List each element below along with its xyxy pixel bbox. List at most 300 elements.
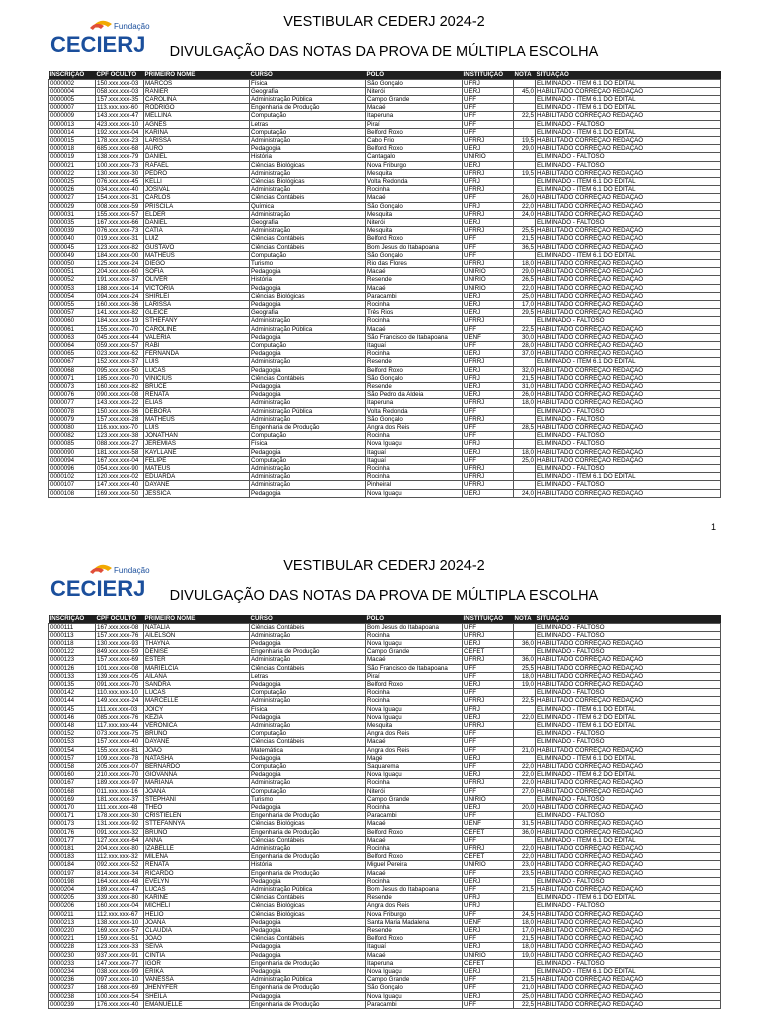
cell-first-name: LUCAS xyxy=(144,689,250,697)
cell-polo: Magé xyxy=(366,754,463,762)
cell-grade xyxy=(514,473,536,481)
cell-status: ELIMINADO - ITEM 6.1 DO EDITAL xyxy=(536,705,721,713)
cell-cpf: 110.xxx.xxx-10 xyxy=(96,689,144,697)
cell-polo: São Francisco de Itabapoana xyxy=(366,664,463,672)
cell-grade: 20,0 xyxy=(514,803,536,811)
cell-status: HABILITADO CORREÇÃO REDAÇÃO xyxy=(536,350,721,358)
cell-status: HABILITADO CORREÇÃO REDAÇÃO xyxy=(536,169,721,177)
cell-course: Administração xyxy=(250,779,366,787)
cell-cpf: 094.xxx.xxx-24 xyxy=(96,292,144,300)
cell-polo: Belford Roxo xyxy=(366,145,463,153)
cell-institution: UFF xyxy=(463,689,514,697)
cell-course: Administração xyxy=(250,844,366,852)
cell-cpf: 100.xxx.xxx-73 xyxy=(96,161,144,169)
cell-status: ELIMINADO - FALTOSO xyxy=(536,730,721,738)
cell-inscricao: 0000045 xyxy=(49,243,96,251)
cell-grade: 29,5 xyxy=(514,309,536,317)
cell-grade: 22,0 xyxy=(514,762,536,770)
cell-cpf: 076.xxx.xxx-45 xyxy=(96,177,144,185)
cell-first-name: MARCOS xyxy=(144,79,250,87)
cell-status: HABILITADO CORREÇÃO REDAÇÃO xyxy=(536,943,721,951)
cell-inscricao: 0000055 xyxy=(49,300,96,308)
cell-status: HABILITADO CORREÇÃO REDAÇÃO xyxy=(536,333,721,341)
cell-course: Pedagogia xyxy=(250,943,366,951)
cell-cpf: 130.xxx.xxx-93 xyxy=(96,639,144,647)
table-row xyxy=(49,145,721,153)
cell-course: Computação xyxy=(250,762,366,770)
cell-cpf: 157.xxx.xxx-40 xyxy=(96,738,144,746)
cell-institution: UFF xyxy=(463,95,514,103)
table-row xyxy=(49,235,721,243)
cell-course: Ciências Contábeis xyxy=(250,664,366,672)
cell-course: Computação xyxy=(250,128,366,136)
cell-course: Administração xyxy=(250,358,366,366)
cell-inscricao: 0000183 xyxy=(49,853,96,861)
cell-first-name: JONATHAN xyxy=(144,432,250,440)
cell-grade xyxy=(514,161,536,169)
cell-status: ELIMINADO - FALTOSO xyxy=(536,465,721,473)
cell-status: HABILITADO CORREÇÃO REDAÇÃO xyxy=(536,383,721,391)
cell-polo: Bom Jesus do Itabapoana xyxy=(366,243,463,251)
cell-first-name: MARIANA xyxy=(144,779,250,787)
cell-polo: Campo Grande xyxy=(366,795,463,803)
cell-grade xyxy=(514,317,536,325)
cell-grade: 31,5 xyxy=(514,820,536,828)
cell-course: História xyxy=(250,861,366,869)
cell-course: Engenharia de Produção xyxy=(250,869,366,877)
cell-grade xyxy=(514,894,536,902)
cell-first-name: ELIAS xyxy=(144,399,250,407)
cell-course: Pedagogia xyxy=(250,489,366,497)
table-row xyxy=(49,95,721,103)
cell-institution: UFF xyxy=(463,787,514,795)
table-row xyxy=(49,697,721,705)
cell-status: HABILITADO CORREÇÃO REDAÇÃO xyxy=(536,284,721,292)
cell-inscricao: 0000061 xyxy=(49,325,96,333)
cell-polo: Bom Jesus do Itabapoana xyxy=(366,623,463,631)
cell-cpf: 157.xxx.xxx-76 xyxy=(96,631,144,639)
cell-inscricao: 0000026 xyxy=(49,186,96,194)
column-header-inscricao: INSCRIÇÃO xyxy=(49,71,96,79)
cell-status: ELIMINADO - FALTOSO xyxy=(536,623,721,631)
cell-status: HABILITADO CORREÇÃO REDAÇÃO xyxy=(536,886,721,894)
table-row xyxy=(49,407,721,415)
cell-course: Computação xyxy=(250,689,366,697)
cell-first-name: CATIA xyxy=(144,227,250,235)
cell-institution: UERJ xyxy=(463,992,514,1000)
cell-cpf: 685.xxx.xxx-68 xyxy=(96,145,144,153)
cell-grade: 21,5 xyxy=(514,886,536,894)
cell-grade xyxy=(514,186,536,194)
cell-inscricao: 0000094 xyxy=(49,456,96,464)
cell-course: Pedagogia xyxy=(250,145,366,153)
logo-text: CECIERJ xyxy=(50,576,146,601)
cell-institution: UFF xyxy=(463,456,514,464)
cell-first-name: BRUCE xyxy=(144,383,250,391)
cell-grade: 18,0 xyxy=(514,943,536,951)
cell-grade: 17,0 xyxy=(514,927,536,935)
cell-institution: UFRRJ xyxy=(463,721,514,729)
cell-status: HABILITADO CORREÇÃO REDAÇÃO xyxy=(536,300,721,308)
cell-course: Pedagogia xyxy=(250,992,366,1000)
cell-cpf: 092.xxx.xxx-52 xyxy=(96,861,144,869)
cell-polo: Belford Roxo xyxy=(366,235,463,243)
cell-institution: CEFET xyxy=(463,959,514,967)
cell-inscricao: 0000238 xyxy=(49,992,96,1000)
cell-first-name: EDUARDA xyxy=(144,473,250,481)
cell-cpf: 123.xxx.xxx-38 xyxy=(96,432,144,440)
cell-first-name: VANESSA xyxy=(144,976,250,984)
cell-inscricao: 0000051 xyxy=(49,268,96,276)
cell-inscricao: 0000170 xyxy=(49,803,96,811)
cell-inscricao: 0000060 xyxy=(49,317,96,325)
cell-polo: Campo Grande xyxy=(366,648,463,656)
cell-cpf: 339.xxx.xxx-80 xyxy=(96,894,144,902)
cell-grade: 30,0 xyxy=(514,333,536,341)
cell-first-name: JOÃO xyxy=(144,935,250,943)
cell-cpf: 116.xxx.xxx-70 xyxy=(96,424,144,432)
cell-grade xyxy=(514,104,536,112)
table-row xyxy=(49,984,721,992)
table-row xyxy=(49,976,721,984)
cell-inscricao: 0000204 xyxy=(49,886,96,894)
cell-cpf: 095.xxx.xxx-50 xyxy=(96,366,144,374)
cell-institution: UFRRJ xyxy=(463,481,514,489)
cell-course: Computação xyxy=(250,342,366,350)
cell-cpf: 157.xxx.xxx-69 xyxy=(96,656,144,664)
cell-status: ELIMINADO - FALTOSO xyxy=(536,153,721,161)
cell-polo: Paracambi xyxy=(366,1000,463,1008)
cell-status: HABILITADO CORREÇÃO REDAÇÃO xyxy=(536,935,721,943)
cell-institution: UFF xyxy=(463,1000,514,1008)
table-row xyxy=(49,136,721,144)
cell-polo: Nova Iguaçu xyxy=(366,705,463,713)
table-row xyxy=(49,440,721,448)
cell-inscricao: 0000173 xyxy=(49,820,96,828)
cell-course: Administração xyxy=(250,465,366,473)
cell-inscricao: 0000228 xyxy=(49,943,96,951)
cell-status: ELIMINADO - FALTOSO xyxy=(536,959,721,967)
cell-course: Engenharia de Produção xyxy=(250,853,366,861)
cell-grade: 22,0 xyxy=(514,779,536,787)
cell-grade: 25,0 xyxy=(514,992,536,1000)
cell-cpf: 123.xxx.xxx-82 xyxy=(96,243,144,251)
cell-institution: UERJ xyxy=(463,292,514,300)
cell-status: HABILITADO CORREÇÃO REDAÇÃO xyxy=(536,951,721,959)
table-row xyxy=(49,943,721,951)
cell-polo: Angra dos Reis xyxy=(366,902,463,910)
cell-inscricao: 0000085 xyxy=(49,440,96,448)
cell-status: ELIMINADO - ITEM 6.1 DO EDITAL xyxy=(536,836,721,844)
table-row xyxy=(49,779,721,787)
cell-first-name: EMANUELLE xyxy=(144,1000,250,1008)
cell-first-name: JEREMIAS xyxy=(144,440,250,448)
table-row xyxy=(49,672,721,680)
cell-cpf: 204.xxx.xxx-60 xyxy=(96,268,144,276)
cell-institution: UERJ xyxy=(463,350,514,358)
cell-first-name: JESSICA xyxy=(144,489,250,497)
cell-polo: Cabo Frio xyxy=(366,136,463,144)
cell-inscricao: 0000181 xyxy=(49,844,96,852)
cell-polo: Rocinha xyxy=(366,779,463,787)
column-header-cpf: CPF OCULTO xyxy=(96,71,144,79)
cell-grade: 21,5 xyxy=(514,235,536,243)
cell-course: Pedagogia xyxy=(250,771,366,779)
cell-inscricao: 0000107 xyxy=(49,481,96,489)
cell-cpf: 131.xxx.xxx-92 xyxy=(96,820,144,828)
cell-first-name: VICTORIA xyxy=(144,284,250,292)
cell-inscricao: 0000142 xyxy=(49,689,96,697)
cell-course: Ciências Contábeis xyxy=(250,243,366,251)
cell-inscricao: 0000005 xyxy=(49,95,96,103)
cell-cpf: 155.xxx.xxx-57 xyxy=(96,210,144,218)
cell-inscricao: 0000071 xyxy=(49,374,96,382)
cell-cpf: 191.xxx.xxx-37 xyxy=(96,276,144,284)
table-row xyxy=(49,276,721,284)
table-row xyxy=(49,631,721,639)
table-row xyxy=(49,656,721,664)
cell-first-name: IGOR xyxy=(144,959,250,967)
cell-status: HABILITADO CORREÇÃO REDAÇÃO xyxy=(536,374,721,382)
cell-grade: 36,0 xyxy=(514,656,536,664)
cell-status: HABILITADO CORREÇÃO REDAÇÃO xyxy=(536,194,721,202)
cell-cpf: 155.xxx.xxx-81 xyxy=(96,746,144,754)
cell-grade xyxy=(514,251,536,259)
cell-first-name: JHENYFER xyxy=(144,984,250,992)
cell-status: HABILITADO CORREÇÃO REDAÇÃO xyxy=(536,292,721,300)
column-header-institution: INSTITUIÇÃO xyxy=(463,71,514,79)
table-row xyxy=(49,877,721,885)
cell-status: HABILITADO CORREÇÃO REDAÇÃO xyxy=(536,861,721,869)
cell-cpf: 157.xxx.xxx-35 xyxy=(96,95,144,103)
cell-cpf: 073.xxx.xxx-75 xyxy=(96,730,144,738)
cell-inscricao: 0000171 xyxy=(49,812,96,820)
cell-course: Pedagogia xyxy=(250,927,366,935)
cell-first-name: SHEILA xyxy=(144,992,250,1000)
cell-inscricao: 0000018 xyxy=(49,145,96,153)
cell-status: HABILITADO CORREÇÃO REDAÇÃO xyxy=(536,145,721,153)
cell-cpf: 149.xxx.xxx-24 xyxy=(96,697,144,705)
cell-inscricao: 0000022 xyxy=(49,169,96,177)
cell-inscricao: 0000054 xyxy=(49,292,96,300)
cell-polo: Belford Roxo xyxy=(366,853,463,861)
cell-first-name: LUCAS xyxy=(144,366,250,374)
cell-institution: UERJ xyxy=(463,803,514,811)
cell-status: ELIMINADO - ITEM 6.1 DO EDITAL xyxy=(536,721,721,729)
cell-inscricao: 0000233 xyxy=(49,959,96,967)
cell-grade: 22,0 xyxy=(514,713,536,721)
cell-institution: UERJ xyxy=(463,383,514,391)
cell-cpf: 008.xxx.xxx-59 xyxy=(96,202,144,210)
cell-grade xyxy=(514,959,536,967)
cell-polo: Angra dos Reis xyxy=(366,730,463,738)
cell-cpf: 159.xxx.xxx-51 xyxy=(96,935,144,943)
cell-institution: UFF xyxy=(463,762,514,770)
cell-course: Administração xyxy=(250,317,366,325)
table-row xyxy=(49,746,721,754)
cell-inscricao: 0000153 xyxy=(49,738,96,746)
cell-inscricao: 0000019 xyxy=(49,153,96,161)
cell-grade: 24,0 xyxy=(514,489,536,497)
cell-grade: 25,0 xyxy=(514,292,536,300)
cell-inscricao: 0000057 xyxy=(49,309,96,317)
logo-text: CECIERJ xyxy=(50,32,146,57)
cell-course: Engenharia de Produção xyxy=(250,104,366,112)
cell-status: HABILITADO CORREÇÃO REDAÇÃO xyxy=(536,268,721,276)
cell-inscricao: 0000146 xyxy=(49,713,96,721)
cell-first-name: BRUNO xyxy=(144,828,250,836)
cell-polo: Macaé xyxy=(366,194,463,202)
cell-grade: 36,5 xyxy=(514,243,536,251)
cell-grade xyxy=(514,358,536,366)
cell-polo: Volta Redonda xyxy=(366,177,463,185)
table-row xyxy=(49,194,721,202)
cell-institution: UFRJ xyxy=(463,79,514,87)
cell-grade: 21,5 xyxy=(514,976,536,984)
cell-status: HABILITADO CORREÇÃO REDAÇÃO xyxy=(536,762,721,770)
cell-polo: Rocinha xyxy=(366,350,463,358)
cell-grade xyxy=(514,153,536,161)
table-row xyxy=(49,721,721,729)
cell-inscricao: 0000007 xyxy=(49,104,96,112)
cell-cpf: 188.xxx.xxx-14 xyxy=(96,284,144,292)
cell-course: Pedagogia xyxy=(250,350,366,358)
cell-status: ELIMINADO - ITEM 6.1 DO EDITAL xyxy=(536,128,721,136)
cell-inscricao: 0000157 xyxy=(49,754,96,762)
cell-inscricao: 0000184 xyxy=(49,861,96,869)
cell-status: HABILITADO CORREÇÃO REDAÇÃO xyxy=(536,235,721,243)
table-row xyxy=(49,202,721,210)
cell-status: ELIMINADO - FALTOSO xyxy=(536,317,721,325)
cell-cpf: 423.xxx.xxx-10 xyxy=(96,120,144,128)
table-row xyxy=(49,259,721,267)
table-row xyxy=(49,284,721,292)
cell-first-name: HELIO xyxy=(144,910,250,918)
cell-polo: Itaguaí xyxy=(366,943,463,951)
table-header-row xyxy=(49,615,721,623)
cell-cpf: 097.xxx.xxx-10 xyxy=(96,976,144,984)
cell-grade: 26,0 xyxy=(514,194,536,202)
cell-grade: 25,0 xyxy=(514,456,536,464)
cell-inscricao: 0000144 xyxy=(49,697,96,705)
cell-first-name: DAYANE xyxy=(144,738,250,746)
cell-cpf: 184.xxx.xxx-19 xyxy=(96,317,144,325)
cell-status: HABILITADO CORREÇÃO REDAÇÃO xyxy=(536,664,721,672)
cell-inscricao: 0000021 xyxy=(49,161,96,169)
cell-grade xyxy=(514,177,536,185)
cell-course: Matemática xyxy=(250,746,366,754)
cell-polo: Rocinha xyxy=(366,300,463,308)
cell-institution: UFF xyxy=(463,730,514,738)
cell-polo: Belford Roxo xyxy=(366,366,463,374)
table-row xyxy=(49,350,721,358)
cell-institution: UFRRJ xyxy=(463,656,514,664)
cell-polo: Mesquita xyxy=(366,169,463,177)
column-header-status: SITUAÇÃO xyxy=(536,615,721,623)
cell-inscricao: 0000004 xyxy=(49,87,96,95)
cell-status: ELIMINADO - FALTOSO xyxy=(536,902,721,910)
cell-grade: 26,5 xyxy=(514,276,536,284)
cell-status: ELIMINADO - FALTOSO xyxy=(536,440,721,448)
cell-inscricao: 0000145 xyxy=(49,705,96,713)
column-header-first-name: PRIMEIRO NOME xyxy=(144,615,250,623)
cell-course: Pedagogia xyxy=(250,918,366,926)
cell-course: Ciências Biológicas xyxy=(250,177,366,185)
cell-status: ELIMINADO - ITEM 6.1 DO EDITAL xyxy=(536,358,721,366)
cell-first-name: GIOVANNA xyxy=(144,771,250,779)
cell-inscricao: 0000239 xyxy=(49,1000,96,1008)
table-row xyxy=(49,836,721,844)
cell-grade: 18,0 xyxy=(514,672,536,680)
cell-institution: UERJ xyxy=(463,943,514,951)
cell-course: Física xyxy=(250,440,366,448)
table-row xyxy=(49,886,721,894)
cell-polo: Nova Friburgo xyxy=(366,161,463,169)
cell-first-name: MATEUS xyxy=(144,465,250,473)
cell-cpf: 019.xxx.xxx-31 xyxy=(96,235,144,243)
cell-inscricao: 0000067 xyxy=(49,358,96,366)
page-title: VESTIBULAR CEDERJ 2024-2 xyxy=(283,558,485,574)
cell-polo: Mesquita xyxy=(366,721,463,729)
cell-institution: UFF xyxy=(463,869,514,877)
cell-institution: UNIRIO xyxy=(463,268,514,276)
cell-grade: 24,5 xyxy=(514,910,536,918)
cell-inscricao: 0000049 xyxy=(49,251,96,259)
cell-grade: 18,0 xyxy=(514,918,536,926)
cell-cpf: 150.xxx.xxx-36 xyxy=(96,407,144,415)
cell-institution: UFF xyxy=(463,325,514,333)
cell-course: Engenharia de Produção xyxy=(250,828,366,836)
cell-status: ELIMINADO - FALTOSO xyxy=(536,407,721,415)
cell-course: Administração xyxy=(250,136,366,144)
column-header-grade: NOTA xyxy=(514,71,536,79)
cell-grade: 31,0 xyxy=(514,383,536,391)
cell-polo: São Francisco de Itabapoana xyxy=(366,333,463,341)
cell-polo: Mesquita xyxy=(366,227,463,235)
cell-institution: UFF xyxy=(463,935,514,943)
cell-course: Ciências Contábeis xyxy=(250,836,366,844)
table-row xyxy=(49,861,721,869)
cell-inscricao: 0000176 xyxy=(49,828,96,836)
cell-grade: 22,5 xyxy=(514,1000,536,1008)
cell-inscricao: 0000177 xyxy=(49,836,96,844)
cell-course: Turismo xyxy=(250,795,366,803)
cell-status: HABILITADO CORREÇÃO REDAÇÃO xyxy=(536,820,721,828)
cell-inscricao: 0000213 xyxy=(49,918,96,926)
cell-inscricao: 0000079 xyxy=(49,415,96,423)
cell-institution: UFF xyxy=(463,112,514,120)
cell-status: ELIMINADO - FALTOSO xyxy=(536,738,721,746)
cell-inscricao: 0000167 xyxy=(49,779,96,787)
table-body xyxy=(49,79,721,497)
table-row xyxy=(49,664,721,672)
table-row xyxy=(49,812,721,820)
cell-course: Computação xyxy=(250,251,366,259)
cell-course: Geografia xyxy=(250,87,366,95)
cell-course: Pedagogia xyxy=(250,300,366,308)
cell-polo: Nova Iguaçu xyxy=(366,639,463,647)
cell-first-name: MILENA xyxy=(144,853,250,861)
table-row xyxy=(49,186,721,194)
cell-course: Ciências Biológicas xyxy=(250,902,366,910)
cell-grade: 28,5 xyxy=(514,424,536,432)
table-row xyxy=(49,292,721,300)
cell-inscricao: 0000211 xyxy=(49,910,96,918)
cell-grade: 18,0 xyxy=(514,448,536,456)
cell-grade: 22,0 xyxy=(514,853,536,861)
cell-cpf: 091.xxx.xxx-32 xyxy=(96,828,144,836)
table-row xyxy=(49,169,721,177)
